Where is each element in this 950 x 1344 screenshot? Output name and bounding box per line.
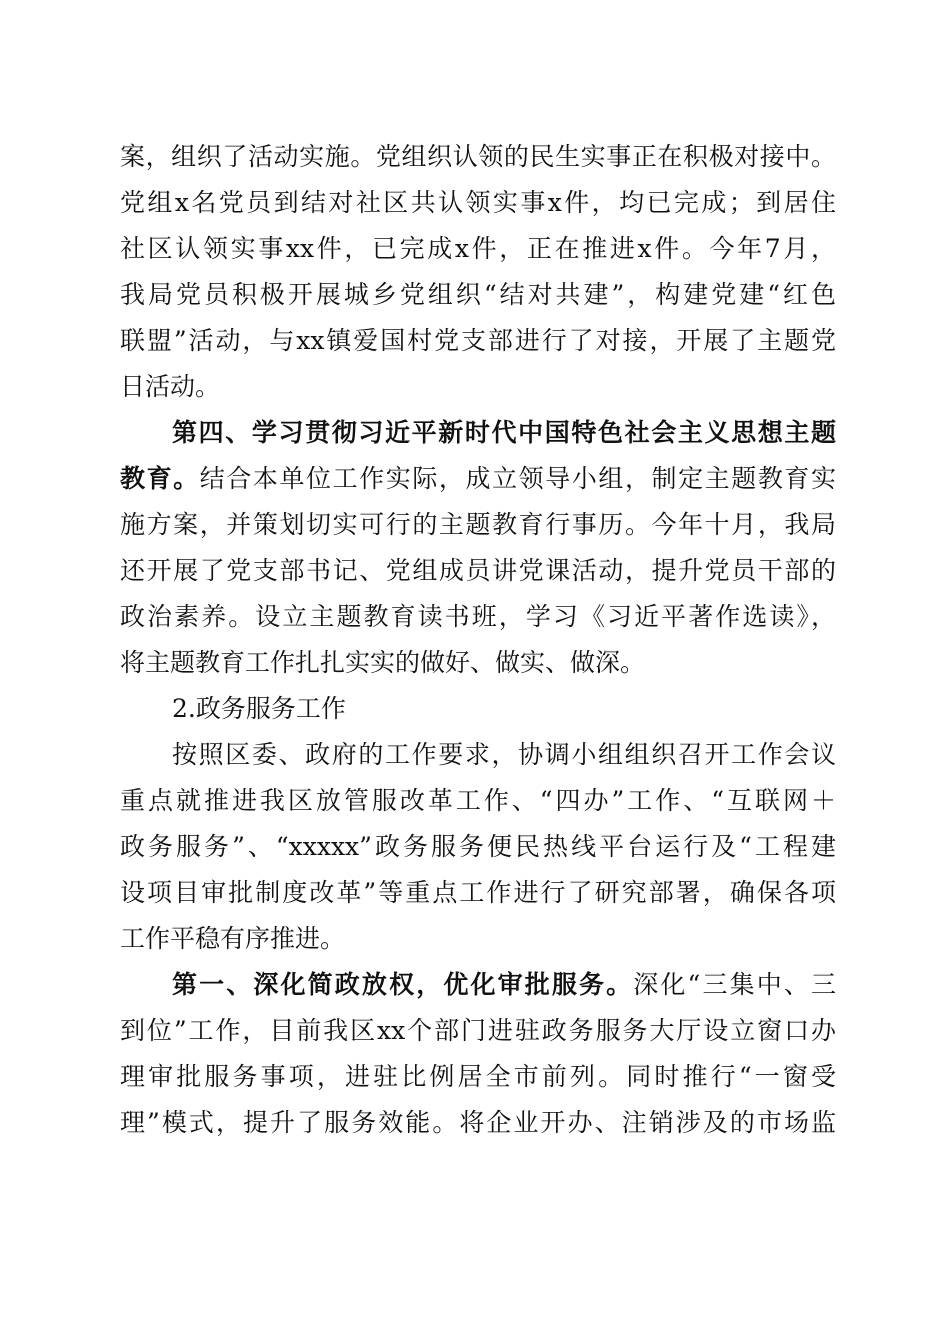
text-line: 按照区委、政府的工作要求，协调小组组织召开工作会议: [172, 740, 836, 769]
text-span: 结合本单位工作实际，成立领导小组，制定主题教育实: [199, 464, 836, 493]
text-line: 重点就推进我区放管服改革工作、“四办”工作、“互联网＋: [120, 786, 836, 815]
text-line: 理”模式，提升了服务效能。将企业开办、注销涉及的市场监: [120, 1108, 836, 1137]
text-line: 施方案，并策划切实可行的主题教育行事历。今年十月，我局: [120, 510, 836, 539]
text-line: 将主题教育工作扎扎实实的做好、做实、做深。: [120, 648, 646, 677]
paragraph-lead-bold: 教育。: [120, 464, 200, 493]
text-line: 工作平稳有序推进。: [120, 924, 346, 953]
paragraph-lead-bold: 第一、深化简政放权，优化审批服务。: [172, 970, 634, 999]
text-line: [120, 456, 836, 502]
text-line: 理审批服务事项，进驻比例居全市前列。同时推行“一窗受: [120, 1062, 836, 1091]
text-line: 社区认领实事xx件，已完成x件，正在推进x件。今年7月，: [120, 234, 836, 263]
text-line: 我局党员积极开展城乡党组织“结对共建”，构建党建“红色: [120, 280, 836, 309]
text-line: [172, 962, 836, 1008]
section-heading: 2.政务服务工作: [172, 694, 346, 723]
text-line: 案，组织了活动实施。党组织认领的民生实事正在积极对接中。: [120, 142, 836, 171]
text-line: 联盟”活动，与xx镇爱国村党支部进行了对接，开展了主题党: [120, 326, 836, 355]
text-line: 政务服务”、“xxxxx”政务服务便民热线平台运行及“工程建: [120, 832, 836, 861]
text-line: 设项目审批制度改革”等重点工作进行了研究部署，确保各项: [120, 878, 836, 907]
text-line: 日活动。: [120, 372, 221, 401]
paragraph-lead-bold: 第四、学习贯彻习近平新时代中国特色社会主义思想主题: [172, 418, 836, 447]
text-line: 到位”工作，目前我区xx个部门进驻政务服务大厅设立窗口办: [120, 1016, 836, 1045]
text-line: 党组x名党员到结对社区共认领实事x件，均已完成；到居住: [120, 188, 836, 217]
text-line: 政治素养。设立主题教育读书班，学习《习近平著作选读》，: [120, 602, 836, 631]
text-span: 深化“三集中、三: [633, 970, 836, 999]
text-line: 还开展了党支部书记、党组成员讲党课活动，提升党员干部的: [120, 556, 836, 585]
